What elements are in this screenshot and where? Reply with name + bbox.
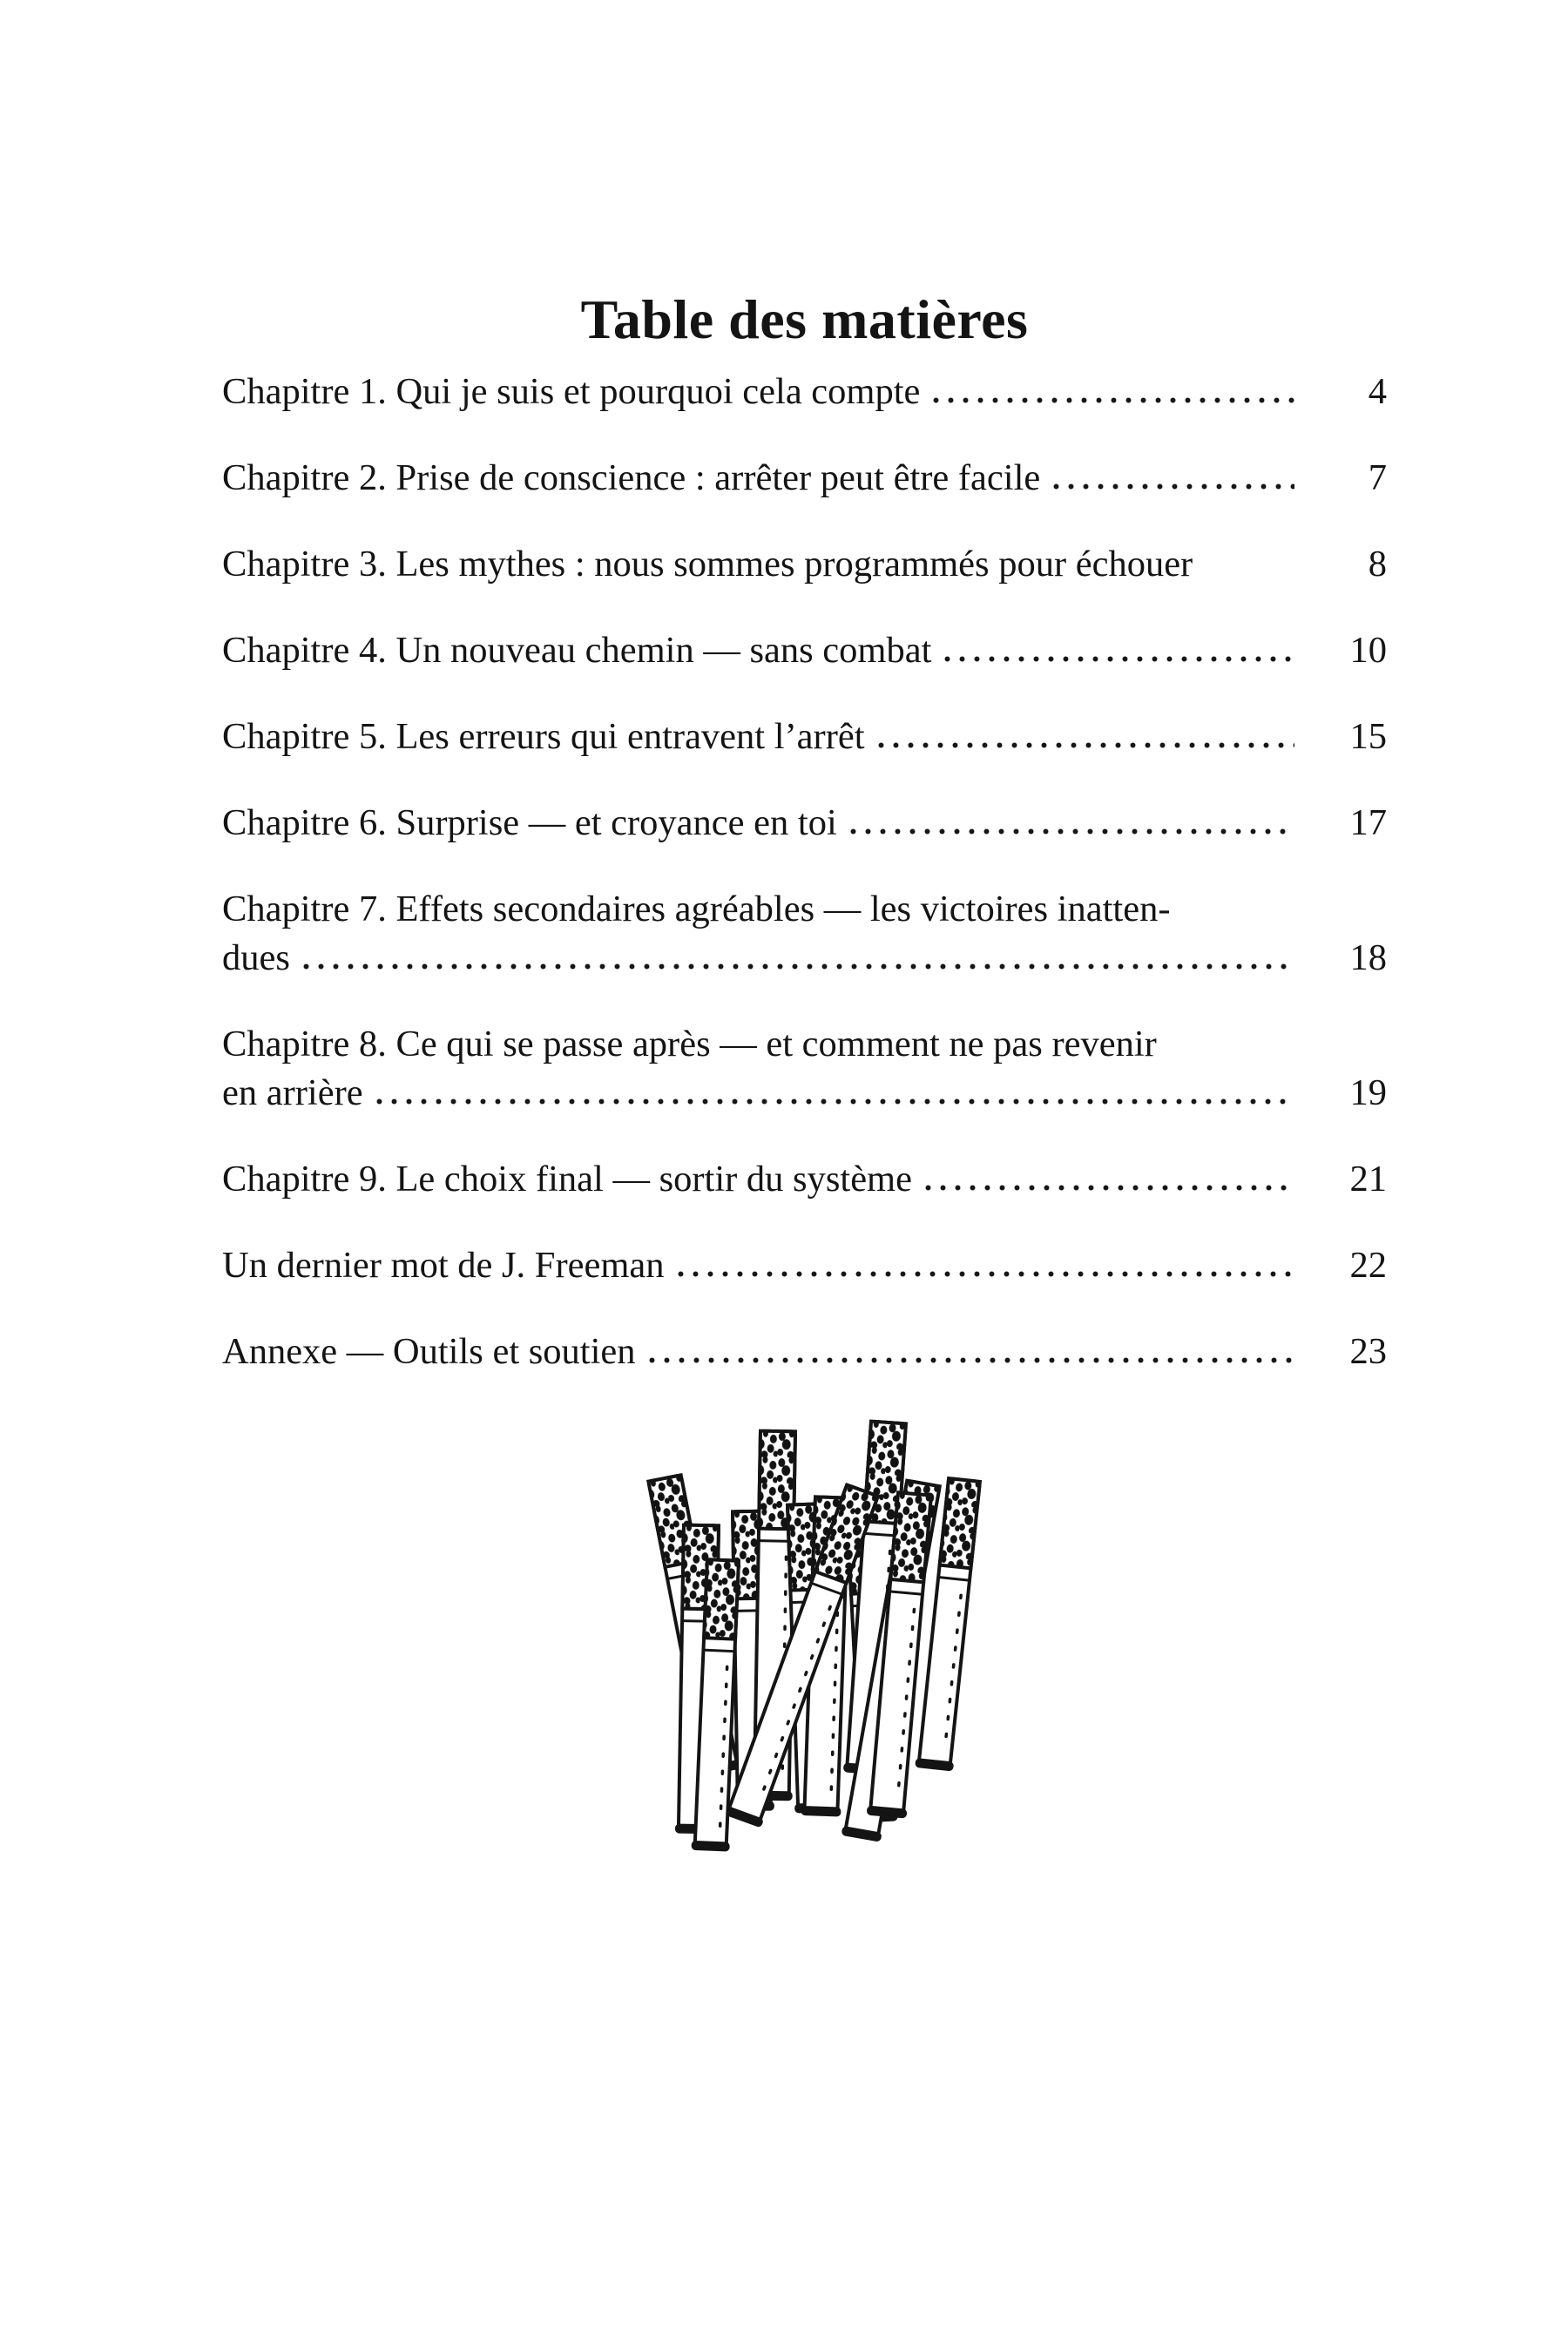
toc-entry: [222, 1241, 1387, 1290]
page-number: 22: [1349, 1245, 1387, 1286]
toc-entry-text: Chapitre 6. Surprise — et croyance en toi: [222, 802, 837, 843]
dot-leader: [645, 1357, 1294, 1363]
page-number: 17: [1349, 802, 1387, 843]
page-number: 23: [1349, 1331, 1387, 1372]
toc-entry: [222, 454, 1387, 503]
toc-entry-text: dues: [222, 937, 290, 978]
dot-leader: [673, 1271, 1295, 1277]
toc-entry-last-line: [222, 626, 1387, 675]
toc-entry-text: Un dernier mot de J. Freeman: [222, 1245, 665, 1286]
toc-entry-text: Chapitre 2. Prise de conscience : arrêter peut être facile: [222, 457, 1041, 498]
page-number: 18: [1349, 937, 1387, 978]
toc-entry-text: Chapitre 3. Les mythes : nous sommes programmés pour échouer: [222, 544, 1193, 585]
toc-entry-last-line: [222, 540, 1387, 589]
dot-leader: [1049, 483, 1294, 490]
page-number: 7: [1368, 457, 1387, 498]
toc-entry-last-line: [222, 1155, 1387, 1204]
toc-entry-last-line: [222, 934, 1387, 983]
toc-entry: [222, 626, 1387, 675]
dot-leader: [299, 963, 1294, 970]
dot-leader: [874, 742, 1294, 748]
toc-entry-text: Chapitre 5. Les erreurs qui entravent l’arrêt: [222, 716, 865, 757]
toc-entry: [222, 713, 1387, 761]
toc-entry-last-line: [222, 368, 1387, 416]
page-number: 15: [1349, 716, 1387, 757]
cigarettes-illustration: [571, 1414, 1032, 1862]
toc-entry-text: Annexe — Outils et soutien: [222, 1331, 636, 1372]
toc-entry-last-line: [222, 713, 1387, 761]
dot-leader: [1198, 570, 1315, 576]
toc-entry: [222, 540, 1387, 589]
page-number: 10: [1349, 630, 1387, 671]
toc-entry: [222, 1155, 1387, 1204]
toc-entry: [222, 1328, 1387, 1376]
page-number: 21: [1349, 1159, 1387, 1200]
page-number: 4: [1368, 371, 1387, 412]
page-number: 8: [1368, 544, 1387, 585]
dot-leader: [921, 1185, 1294, 1191]
dot-leader: [940, 656, 1294, 662]
dot-leader: [846, 828, 1294, 835]
toc-entry-text: Chapitre 7. Effets secondaires agréables — les victoires inatten-: [222, 889, 1171, 929]
toc-entry: [222, 1020, 1387, 1118]
table-of-contents: [222, 368, 1387, 1376]
toc-entry-text: Chapitre 4. Un nouveau chemin — sans combat: [222, 630, 932, 671]
toc-entry-text: Chapitre 1. Qui je suis et pourquoi cela compte: [222, 371, 921, 412]
toc-entry-last-line: [222, 1328, 1387, 1376]
dot-leader: [929, 397, 1294, 403]
toc-entry-text: Chapitre 9. Le choix final — sortir du système: [222, 1159, 912, 1200]
toc-entry-last-line: [222, 454, 1387, 503]
toc-entry: [222, 799, 1387, 848]
toc-entry: [222, 368, 1387, 416]
toc-entry: [222, 885, 1387, 983]
toc-entry-text: Chapitre 8. Ce qui se passe après — et comment ne pas revenir: [222, 1024, 1157, 1064]
cigarettes-illustration-svg: [571, 1414, 1032, 1862]
toc-entry-last-line: [222, 1069, 1387, 1118]
dot-leader: [372, 1098, 1294, 1105]
toc-entry-last-line: [222, 1241, 1387, 1290]
page-title: Table des matières: [580, 288, 1029, 350]
toc-entry-last-line: [222, 799, 1387, 848]
page-number: 19: [1349, 1072, 1387, 1113]
toc-entry-text: en arrière: [222, 1072, 363, 1113]
